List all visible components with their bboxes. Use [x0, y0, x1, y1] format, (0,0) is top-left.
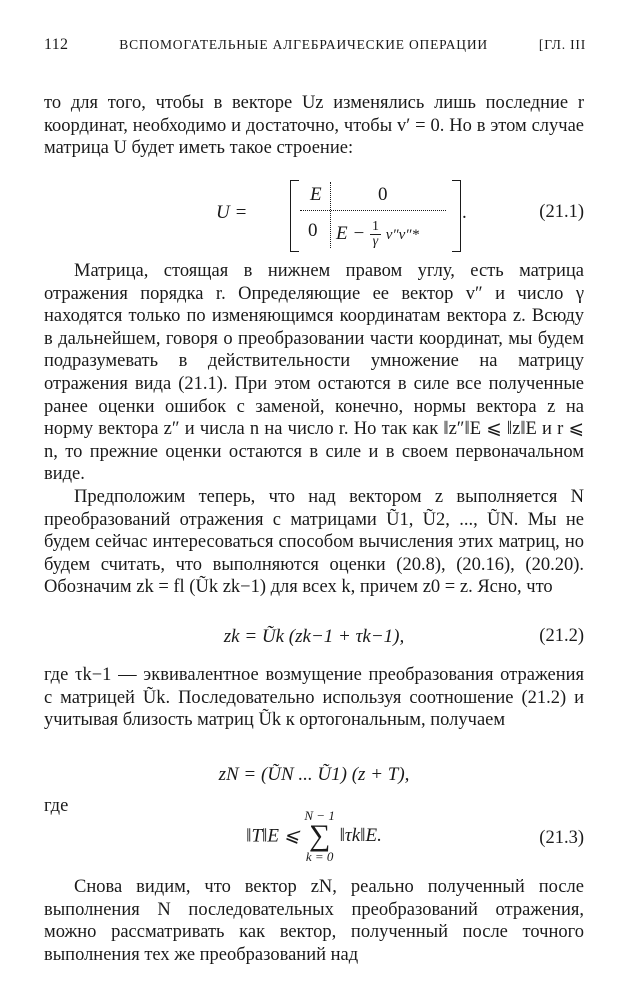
eq1-lhs: U = — [216, 202, 248, 223]
equation-number: (21.3) — [539, 828, 584, 848]
fraction-one-over-gamma: $\frac{1}{\gamma}$ — [371, 219, 379, 249]
equation-21-3 — [44, 808, 584, 874]
sum-operator: N − 1 ∑ k = 0 — [304, 808, 335, 864]
matrix-inner-block: E − $\frac{1}{\gamma}$ v″v″* — [336, 219, 419, 249]
matrix-e-top: E — [310, 184, 322, 205]
paragraph-1: то для того, чтобы в векторе Uz изменялись лишь последние r координат, необходимо и достаточно, чтобы v′ = 0. Но в этом случае матрица U будет иметь такое строение: — [44, 93, 584, 159]
page-number: 112 — [44, 36, 69, 53]
equation-21-2 — [44, 626, 584, 652]
eq3-formula: zN = (ŨN ... Ũ1) (z + T), — [218, 764, 410, 785]
equation-21-1 — [44, 180, 584, 260]
right-bracket — [452, 180, 461, 252]
matrix-u — [216, 180, 467, 254]
paragraph-5: Снова видим, что вектор zN, реально полученный после выполнения N последовательных преобразований отражения, можно рассматривать как вектор, полученный после точного выполнения тех же преобразований над — [44, 877, 584, 965]
running-title: ВСПОМОГАТЕЛЬНЫЕ АЛГЕБРАИЧЕСКИЕ ОПЕРАЦИИ — [119, 37, 488, 52]
equation-zn — [44, 764, 584, 790]
paragraph-2: Матрица, стоящая в нижнем правом углу, есть матрица отражения порядка r. Определяющие ее вектор v″ и число γ находятся только по изменяющимся координатам вектора z. Всюду в дальнейшем, говоря о преобразовании части координат, мы будем подразумевать в действительности умножение на матрицу отражения вида (21.1). При этом остаются в силе все полученные ранее оценки ошибок с заменой, конечно, нормы вектора z на норму вектора z″ и числа n на число r. Но так как ‖z″‖E ⩽ ‖z‖E и r ⩽ n, то прежние оценки остаются в силе и в своем первоначальном виде. — [44, 261, 584, 485]
left-bracket — [290, 180, 299, 252]
running-header — [44, 36, 586, 54]
dotted-column-divider — [330, 182, 331, 248]
paragraph-4: где τk−1 — эквивалентное возмущение преобразования отражения с матрицей Ũk. Последовательно используя соотношение (21.2) и учитывая близость матриц Ũk к ортогональным, получаем — [44, 665, 584, 731]
equation-number: (21.1) — [539, 202, 584, 222]
eq4-formula: ‖T‖E ⩽ N − 1 ∑ k = 0 ‖τk‖E. — [246, 808, 382, 864]
matrix-zero-bottom: 0 — [308, 220, 318, 241]
eq1-trailing-dot: . — [462, 202, 467, 223]
text-gde: где — [44, 796, 69, 816]
chapter-label: [ГЛ. III — [538, 37, 586, 52]
matrix-zero-top: 0 — [378, 184, 388, 205]
paragraph-3: Предположим теперь, что над вектором z выполняется N преобразований отражения с матрицами Ũ1, Ũ2, ..., ŨN. Мы не будем сейчас интересоваться способом вычисления этих матриц, но будем считать, что выполняются оценки (20.8), (20.16), (20.20). Обозначим zk = fl (Ũk zk−1) для всех k, причем z0 = z. Ясно, что — [44, 487, 584, 598]
eq2-formula: zk = Ũk (zk−1 + τk−1), — [223, 626, 405, 647]
dotted-row-divider — [300, 210, 446, 211]
equation-number: (21.2) — [539, 626, 584, 646]
